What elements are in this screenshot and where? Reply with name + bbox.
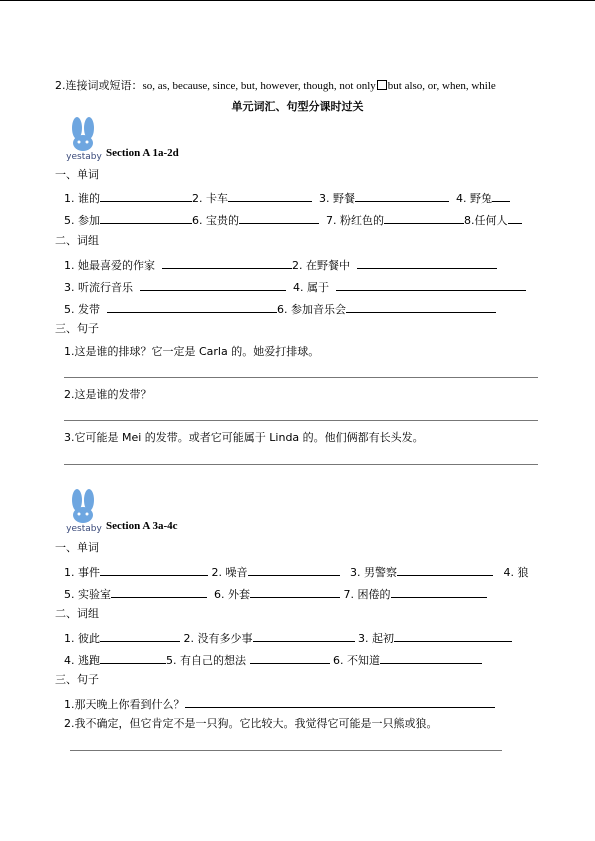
answer-line[interactable] xyxy=(70,750,502,751)
word-item: 7. 困倦的 xyxy=(343,588,391,601)
top-rule xyxy=(0,0,595,1)
word-item: 1. 谁的 xyxy=(64,192,100,205)
sentence-prompt: 2.这是谁的发带？ xyxy=(64,388,152,401)
phrase-row-2 xyxy=(64,278,526,295)
answer-blank[interactable] xyxy=(250,651,330,664)
answer-line[interactable] xyxy=(64,464,538,465)
word-item: 3. 男警察 xyxy=(350,566,397,579)
phrase-row-1 xyxy=(64,256,497,273)
intro-prefix: 2.连接词或短语： xyxy=(55,79,143,92)
word-item: 4. 狼 xyxy=(503,566,529,579)
sentence-prompt: 1.这是谁的排球？它一定是 Carla 的。她爱打排球。 xyxy=(64,345,320,358)
word-item: 7. 粉红色的 xyxy=(326,214,384,227)
intro-words-tail: but also, or, when, while xyxy=(387,80,496,92)
answer-line[interactable] xyxy=(64,420,538,421)
section-title: Section A 3a-4c xyxy=(106,520,178,532)
words-header: 一、单词 xyxy=(55,541,99,554)
answer-blank[interactable] xyxy=(100,189,192,202)
answer-blank[interactable] xyxy=(391,585,487,598)
word-item: 4. 野兔 xyxy=(456,192,492,205)
phrase-item: 4. 属于 xyxy=(293,281,329,294)
answer-blank[interactable] xyxy=(394,629,512,642)
answer-blank[interactable] xyxy=(355,189,449,202)
word-item: 5. 实验室 xyxy=(64,588,111,601)
phrase-item: 3. 听流行音乐 xyxy=(64,281,133,294)
sentence-prompt: 3.它可能是 Mei 的发带。或者它可能属于 Linda 的。他们俩都有长头发。 xyxy=(64,431,424,444)
word-row-1 xyxy=(64,189,510,206)
checkbox-symbol xyxy=(377,80,387,90)
word-item: 5. 参加 xyxy=(64,214,100,227)
intro-line xyxy=(55,79,496,93)
answer-blank[interactable] xyxy=(100,563,208,576)
phrase-item: 1. 彼此 xyxy=(64,632,100,645)
page-title: 单元词汇、句型分课时过关 xyxy=(231,100,364,113)
answer-blank[interactable] xyxy=(185,695,495,708)
answer-blank[interactable] xyxy=(100,629,180,642)
phrase-item: 2. 在野餐中 xyxy=(292,259,350,272)
phrase-item: 4. 逃跑 xyxy=(64,654,100,667)
phrases-header: 二、词组 xyxy=(55,607,99,620)
answer-blank[interactable] xyxy=(492,189,510,202)
answer-blank[interactable] xyxy=(250,585,340,598)
phrase-item: 2. 没有多少事 xyxy=(183,632,253,645)
word-row-2 xyxy=(64,585,487,602)
phrases-header: 二、词组 xyxy=(55,234,99,247)
word-row-1 xyxy=(64,563,529,580)
answer-line[interactable] xyxy=(64,377,538,378)
sentence-prompt: 1.那天晚上你看到什么？ xyxy=(64,698,185,711)
word-item: 2. 卡车 xyxy=(192,192,228,205)
answer-blank[interactable] xyxy=(248,563,340,576)
intro-words: so, as, because, since, but, however, though, not only xyxy=(142,80,376,92)
section-title: Section A 1a-2d xyxy=(106,147,179,159)
phrase-row-2 xyxy=(64,651,482,668)
words-header: 一、单词 xyxy=(55,168,99,181)
word-item: 6. 外套 xyxy=(214,588,250,601)
word-row-2 xyxy=(64,211,522,228)
phrase-item: 6. 不知道 xyxy=(333,654,380,667)
sentences-header: 三、句子 xyxy=(55,322,99,335)
sentence-row xyxy=(64,695,495,712)
answer-blank[interactable] xyxy=(228,189,312,202)
phrase-item: 1. 她最喜爱的作家 xyxy=(64,259,155,272)
word-item: 6. 宝贵的 xyxy=(192,214,239,227)
answer-blank[interactable] xyxy=(508,211,522,224)
phrase-row-3 xyxy=(64,300,496,317)
word-item: 8.任何人 xyxy=(464,214,508,227)
bunny-logo-icon xyxy=(58,116,110,162)
phrase-item: 3. 起初 xyxy=(358,632,394,645)
answer-blank[interactable] xyxy=(100,211,192,224)
word-item: 2. 噪音 xyxy=(211,566,248,579)
answer-blank[interactable] xyxy=(336,278,526,291)
word-item: 1. 事件 xyxy=(64,566,100,579)
word-item: 3. 野餐 xyxy=(319,192,355,205)
answer-blank[interactable] xyxy=(111,585,207,598)
logo-text: yestaby xyxy=(66,524,102,534)
sentences-header: 三、句子 xyxy=(55,673,99,686)
phrase-item: 5. 有自己的想法 xyxy=(166,654,246,667)
answer-blank[interactable] xyxy=(380,651,482,664)
answer-blank[interactable] xyxy=(107,300,277,313)
sentence-prompt: 2.我不确定，但它肯定不是一只狗。它比较大。我觉得它可能是一只熊或狼。 xyxy=(64,717,438,730)
answer-blank[interactable] xyxy=(397,563,493,576)
answer-blank[interactable] xyxy=(384,211,464,224)
bunny-logo-icon xyxy=(58,488,110,534)
logo-text: yestaby xyxy=(66,152,102,162)
answer-blank[interactable] xyxy=(100,651,166,664)
answer-blank[interactable] xyxy=(346,300,496,313)
answer-blank[interactable] xyxy=(239,211,319,224)
phrase-item: 6. 参加音乐会 xyxy=(277,303,346,316)
answer-blank[interactable] xyxy=(140,278,286,291)
answer-blank[interactable] xyxy=(162,256,292,269)
phrase-row-1 xyxy=(64,629,512,646)
phrase-item: 5. 发带 xyxy=(64,303,100,316)
answer-blank[interactable] xyxy=(357,256,497,269)
answer-blank[interactable] xyxy=(253,629,355,642)
